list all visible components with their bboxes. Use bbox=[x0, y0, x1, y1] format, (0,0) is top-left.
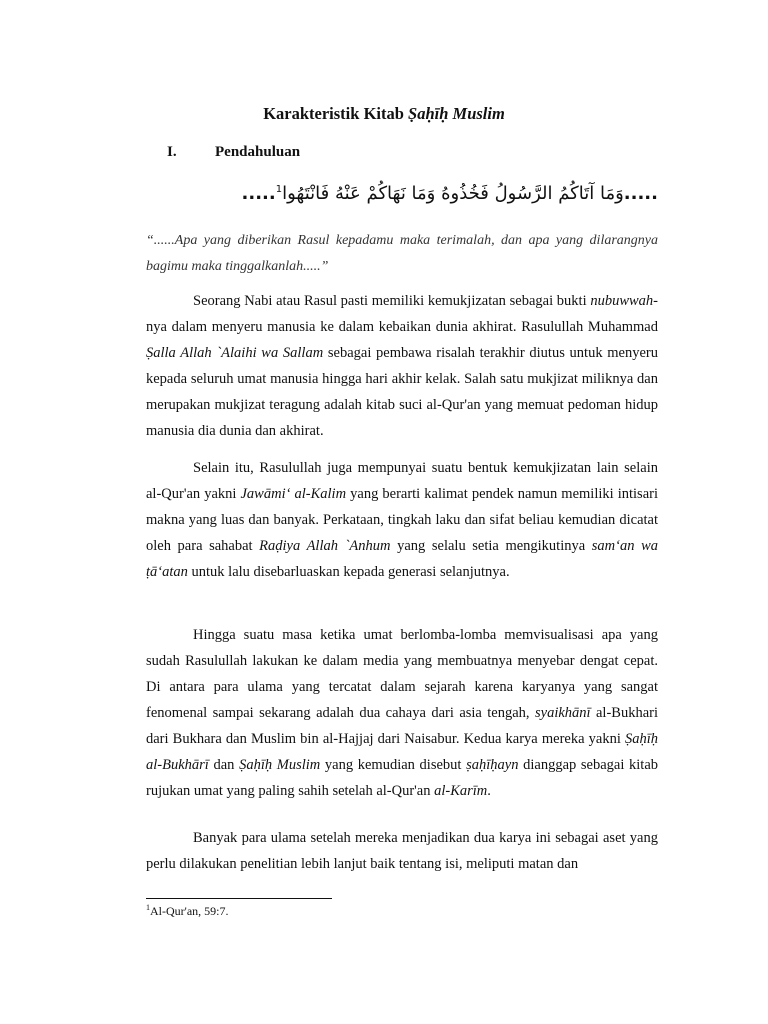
p2-term-jawami: Jawāmi‘ al-Kalim bbox=[240, 486, 347, 502]
p3-text-k: . bbox=[487, 783, 491, 799]
footnote bbox=[146, 903, 228, 919]
p3-text-c: al-Bukhari dari Bukhara dan Muslim bin al-Hajjaj dari Naisabur. Kedua karya mereka yakni bbox=[146, 705, 658, 747]
p2-text-g: untuk lalu disebarluaskan kepada generasi selanjutnya. bbox=[187, 564, 510, 580]
p3-term-syaikhani: syaikhānī bbox=[534, 705, 591, 721]
section-number: I. bbox=[167, 144, 177, 160]
p2-term-radiya: Raḍiya Allah `Anhum bbox=[259, 538, 391, 554]
verse-arabic: وَمَا آتَاكُمُ الرَّسُولُ فَخُذُوهُ وَمَا نَهَاكُمْ عَنْهُ فَانْتَهُوا bbox=[282, 183, 624, 204]
paragraph-4 bbox=[146, 825, 658, 877]
p3-text-a: Hingga suatu masa ketika umat berlomba-lomba memvisualisasi apa yang sudah Rasulullah lakukan ke dalam media yang membuatnya menyebar dengat cepat. Di antara para ulama yang tercatat dalam sejarah karena karyanya yang sangat fenomenal sampai sekarang adalah dua cahaya dari asia tengah, bbox=[146, 627, 658, 721]
p1-text-e: sebagai pembawa risalah terakhir diutus untuk menyeru kepada seluruh umat manusia hingga hari akhir kelak. Salah satu mukjizat miliknya dan merupakan mukjizat teragung adalah kitab suci al-Qur'an yang memuat pedoman hidup manusia dia dunia dan akhirat. bbox=[146, 345, 658, 439]
p3-term-sahih-bukhari: Ṣaḥīḥ al-Bukhārī bbox=[146, 731, 658, 773]
paragraph-2 bbox=[146, 455, 658, 585]
p3-term-karim: al-Karīm bbox=[434, 783, 488, 799]
p3-text-e: dan bbox=[208, 757, 240, 773]
p3-text-g: yang kemudian disebut bbox=[320, 757, 467, 773]
p1-term-salawat: Ṣalla Allah `Alaihi wa Sallam bbox=[146, 345, 324, 361]
verse-translation: “......Apa yang diberikan Rasul kepadamu maka terimalah, dan apa yang dilarangnya bagimu maka tinggalkanlah.....” bbox=[146, 233, 658, 274]
p1-term-nubuwwah: nubuwwah bbox=[590, 293, 654, 309]
page-title bbox=[0, 104, 768, 124]
verse-trail-dots: ..... bbox=[623, 183, 658, 204]
p2-text-e: yang selalu setia mengikutinya bbox=[390, 538, 592, 554]
p1-text-a: Seorang Nabi atau Rasul pasti memiliki kemukjizatan sebagai bukti bbox=[193, 293, 591, 309]
p1-text-c: -nya dalam menyeru manusia ke dalam kebaikan dunia akhirat. Rasulullah Muhammad bbox=[146, 293, 658, 335]
p2-text-a: Selain itu, Rasulullah juga mempunyai suatu bentuk kemukjizatan lain selain al-Qur'an yakni bbox=[146, 460, 658, 502]
quran-verse bbox=[180, 176, 658, 208]
section-heading bbox=[167, 144, 300, 161]
footnote-number: 1 bbox=[146, 903, 150, 912]
p2-text-c: yang berarti kalimat pendek namun memiliki intisari makna yang luas dan banyak. Perkataan, tingkah laku dan sifat beliau kemudian dicatat oleh para sahabat bbox=[146, 486, 658, 554]
p3-text-i: dianggap sebagai kitab rujukan umat yang paling sahih setelah al-Qur'an bbox=[146, 757, 659, 799]
title-italic: Ṣaḥīḥ Muslim bbox=[408, 104, 505, 123]
title-text: Karakteristik Kitab bbox=[263, 104, 409, 123]
p3-term-sahihayn: ṣaḥīḥayn bbox=[466, 757, 519, 773]
footnote-divider bbox=[146, 898, 332, 899]
footnote-text: Al-Qur'an, 59:7. bbox=[150, 904, 229, 918]
p2-term-samian: sam‘an wa ṭā‘atan bbox=[146, 538, 658, 580]
verse-lead-dots: ..... bbox=[241, 183, 276, 204]
p3-term-sahih-muslim: Ṣaḥīḥ Muslim bbox=[239, 757, 321, 773]
paragraph-1 bbox=[146, 288, 658, 444]
section-title: Pendahuluan bbox=[215, 144, 301, 160]
p4-text-a: Banyak para ulama setelah mereka menjadikan dua karya ini sebagai aset yang perlu dilakukan penelitian lebih lanjut baik tentang isi, meliputi matan dan bbox=[146, 830, 658, 872]
verse-footnote-ref: 1 bbox=[275, 184, 283, 195]
paragraph-3 bbox=[146, 622, 658, 804]
